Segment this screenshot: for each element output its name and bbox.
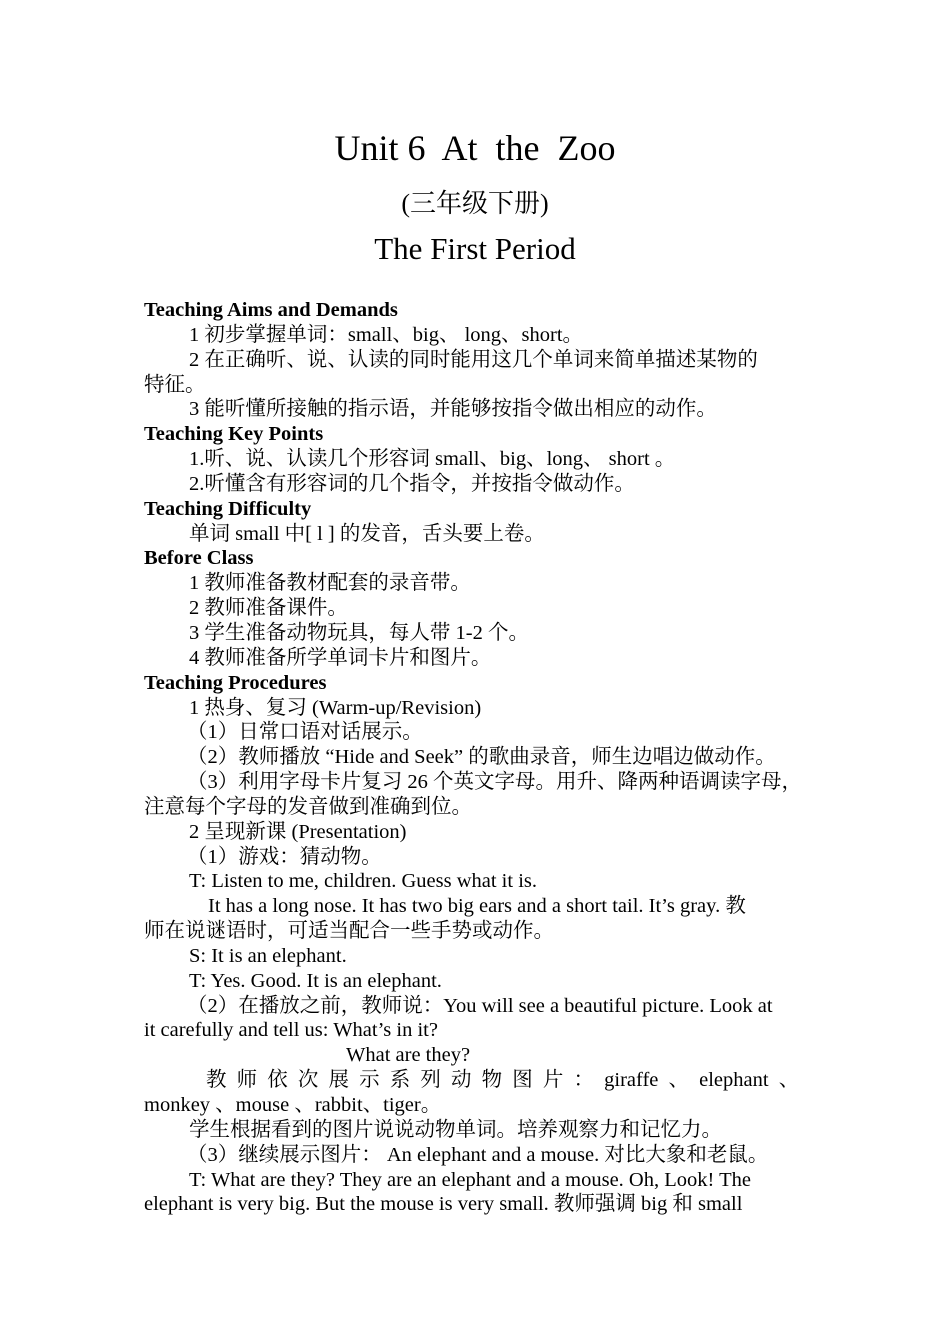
aims-item: 1 初步掌握单词：small、big、 long、short。	[189, 323, 584, 346]
procedure-line: S: It is an elephant.	[189, 944, 347, 967]
difficulty-item: 单词 small 中[ l ] 的发音，舌头要上卷。	[189, 522, 545, 545]
document-body	[144, 298, 808, 1217]
section-heading-difficulty: Teaching Difficulty	[144, 497, 312, 520]
procedure-line: （1）游戏：猜动物。	[187, 845, 382, 868]
procedure-line: T: Yes. Good. It is an elephant.	[189, 969, 442, 992]
procedure-line: T: Listen to me, children. Guess what it is.	[189, 870, 537, 893]
procedure-line: （1）日常口语对话展示。	[187, 721, 423, 744]
procedure-line: 师在说谜语时，可适当配合一些手势或动作。	[144, 920, 554, 943]
key-point-item: 1.听、说、认读几个形容词 small、big、long、 short 。	[189, 448, 676, 471]
grade-subtitle: (三年级下册)	[401, 189, 549, 218]
procedure-line: （3）继续展示图片： An elephant and a mouse. 对比大象和老鼠。	[187, 1143, 769, 1166]
section-heading-aims: Teaching Aims and Demands	[144, 299, 398, 321]
procedure-line: What are they?	[346, 1044, 471, 1067]
section-heading-procedures: Teaching Procedures	[144, 671, 327, 694]
before-class-item: 1 教师准备教材配套的录音带。	[189, 572, 471, 595]
section-heading-key-points: Teaching Key Points	[144, 423, 324, 446]
document-title: Unit 6 At the Zoo	[334, 128, 616, 168]
procedure-line: monkey 、mouse 、rabbit、tiger。	[144, 1094, 442, 1116]
procedure-line: （2）在播放之前，教师说：You will see a beautiful picture. Look at	[187, 994, 773, 1017]
procedure-line: T: What are they? They are an elephant and a mouse. Oh, Look! The	[189, 1168, 751, 1191]
procedure-line: 1 热身、复习 (Warm-up/Revision)	[189, 696, 482, 719]
procedure-line-justified: 教 师 依 次 展 示 系 列 动 物 图 片 ： giraffe 、 elephant 、	[206, 1069, 800, 1092]
section-heading-before-class: Before Class	[144, 547, 254, 570]
before-class-item: 3 学生准备动物玩具，每人带 1-2 个。	[189, 621, 529, 644]
aims-item: 特征。	[144, 373, 206, 396]
procedure-line: It has a long nose. It has two big ears and a short tail. It’s gray. 教	[208, 895, 746, 918]
period-subtitle: The First Period	[374, 231, 576, 266]
procedure-line: it carefully and tell us: What’s in it?	[144, 1019, 438, 1042]
before-class-item: 4 教师准备所学单词卡片和图片。	[189, 646, 492, 669]
aims-item: 3 能听懂所接触的指示语，并能够按指令做出相应的动作。	[189, 398, 717, 421]
procedure-line: 学生根据看到的图片说说动物单词。培养观察力和记忆力。	[189, 1118, 722, 1141]
procedure-line: （3）利用字母卡片复习 26 个英文字母。用升、降两种语调读字母，	[187, 771, 802, 794]
procedure-line: （2）教师播放 “Hide and Seek” 的歌曲录音，师生边唱边做动作。	[187, 746, 776, 769]
procedure-line: 2 呈现新课 (Presentation)	[189, 820, 407, 843]
procedure-line: 注意每个字母的发音做到准确到位。	[144, 795, 472, 818]
before-class-item: 2 教师准备课件。	[189, 597, 348, 620]
key-point-item: 2.听懂含有形容词的几个指令，并按指令做动作。	[189, 472, 635, 495]
procedure-line: elephant is very big. But the mouse is very small. 教师强调 big 和 small	[144, 1193, 743, 1216]
aims-item: 2 在正确听、说、认读的同时能用这几个单词来简单描述某物的	[189, 348, 758, 371]
